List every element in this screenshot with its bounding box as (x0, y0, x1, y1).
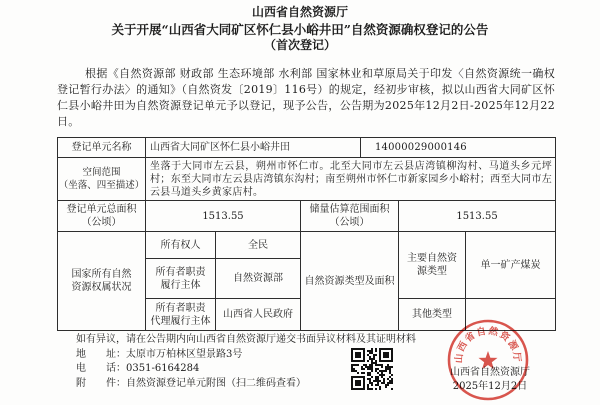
total-area-label: 登记单元总面积 （公顷） (58, 201, 146, 232)
proxy-label: 所有者职责 代理履行主体 (146, 299, 216, 331)
unit-name-value: 山西省大同矿区怀仁县小峪井田 (146, 138, 361, 158)
seal-text-path: 山西省自然资源厅 (453, 325, 523, 364)
duty-label: 所有者职责 履行主体 (146, 259, 216, 299)
attachment-value: 自然资源登记单元附图（扫二维码查看） (126, 377, 306, 389)
table-row (58, 158, 556, 201)
unit-name-label: 登记单元名称 (58, 138, 146, 158)
proxy-value: 山西省人民政府 (216, 299, 301, 331)
owner-label: 所有权人 (146, 232, 216, 259)
issuer-heading: 山西省自然资源厅 (251, 5, 348, 19)
owner-value: 全民 (216, 232, 301, 259)
duty-value: 自然资源部 (216, 259, 301, 299)
attachment-label: 附 件： (76, 377, 126, 389)
notice-paragraph: 根据《自然资源部 财政部 生态环境部 水利部 国家林业和草原局关于印发〈自然资源统一确权登记暂行办法〉的通知》（自然资发〔2019〕116号）的规定，经初步审核，拟以山西省大同矿区怀仁县小峪井田为自然资源登记单元予以登记，现予公告，公告期为2025年12月2日-2025年12月22日。 (57, 67, 555, 128)
table-row (58, 232, 556, 259)
official-seal (446, 318, 530, 402)
objection-note: 如有异议，请在公告期内向山西省自然资源厅递交书面异议材料及其证明材料 (76, 334, 416, 345)
qr-code (351, 348, 393, 390)
reserve-area-label: 储量估算范围面积 （公顷） (301, 201, 399, 232)
table-row (58, 138, 556, 158)
signature-date: 2025年12月2日 (452, 381, 528, 392)
resource-type-area-label: 自然资源类型及面积 (301, 232, 399, 331)
notice-subtitle: （首次登记） (263, 38, 336, 52)
seal-star-icon (478, 351, 497, 369)
address-value: 太原市万柏林区望景路3号 (126, 348, 243, 360)
main-type-label: 主要自然资 源类型 (399, 232, 466, 299)
signature-org: 山西省自然资源厅 (450, 367, 530, 378)
total-area-value: 1513.55 (146, 201, 301, 232)
address-label: 地 址： (76, 348, 126, 360)
phone-value: 0351-6164284 (126, 363, 200, 374)
extent-description: 坐落于大同市左云县，朔州市怀仁市。北至大同市左云县店湾镇柳沟村、马道头乡元坪村；东至大同市左云县店湾镇东沟村；南至朔州市怀仁市新家园乡小峪村；西至大同市左云县马道头乡黄家店村。 (146, 158, 556, 201)
notice-title: 关于开展“山西省大同矿区怀仁县小峪井田”自然资源确权登记的公告 (111, 22, 489, 37)
phone-label: 电 话： (76, 363, 126, 374)
main-type-value: 单一矿产煤炭 (466, 232, 556, 299)
reserve-area-value: 1513.55 (399, 201, 556, 232)
other-type-label: 其他类型 (399, 299, 466, 331)
registration-table (57, 137, 556, 331)
ownership-label: 国家所有自然 资源权属状况 (58, 232, 146, 331)
extent-label: 空间范围 （坐落、四至描述） (58, 158, 146, 201)
table-row (58, 201, 556, 232)
unit-code: 14000029000146 (361, 138, 556, 158)
